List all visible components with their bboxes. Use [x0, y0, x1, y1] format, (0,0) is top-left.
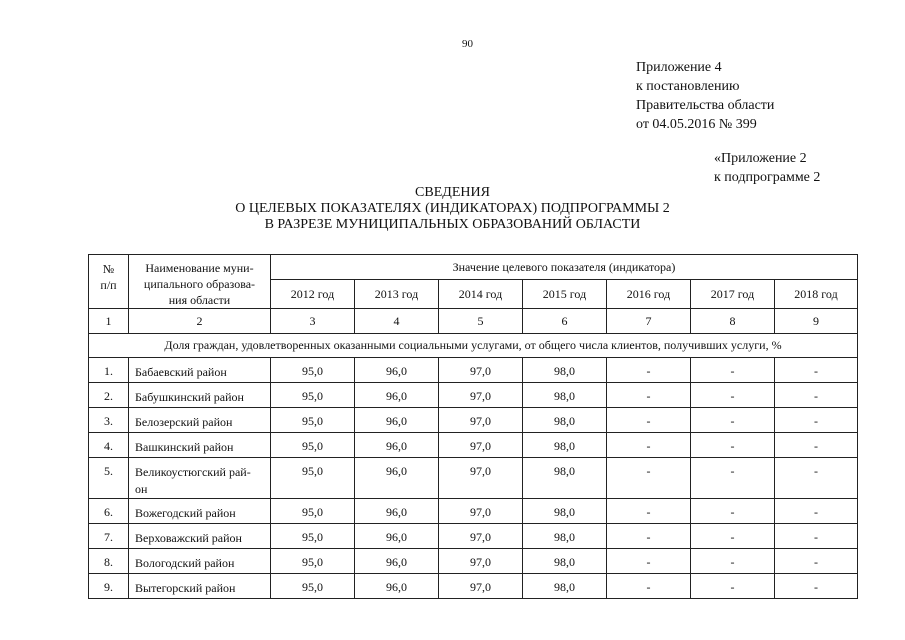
column-numbers-row	[89, 309, 858, 334]
indicator-value: 97,0	[439, 458, 523, 499]
column-number: 7	[607, 309, 691, 334]
indicator-value: -	[775, 524, 858, 549]
indicator-value: 95,0	[271, 574, 355, 599]
year-header: 2013 год	[355, 280, 439, 309]
column-number: 8	[691, 309, 775, 334]
indicator-value: -	[691, 383, 775, 408]
indicator-value: -	[607, 549, 691, 574]
district-name: Вашкинский район	[129, 433, 271, 458]
appendix2-line: к подпрограмме 2	[714, 170, 821, 185]
indicator-value: 96,0	[355, 408, 439, 433]
indicator-value: -	[607, 524, 691, 549]
indicator-value: 95,0	[271, 433, 355, 458]
indicator-value: 95,0	[271, 383, 355, 408]
indicator-value: 97,0	[439, 574, 523, 599]
indicator-value: -	[775, 574, 858, 599]
appendix2-line: «Приложение 2	[714, 151, 807, 166]
document-title	[0, 185, 905, 233]
indicator-value: -	[775, 358, 858, 383]
table-row	[89, 358, 858, 383]
row-number: 2.	[89, 383, 129, 408]
title-line: О ЦЕЛЕВЫХ ПОКАЗАТЕЛЯХ (ИНДИКАТОРАХ) ПОДПРОГРАММЫ 2	[235, 201, 670, 216]
indicator-value: -	[691, 358, 775, 383]
row-number: 1.	[89, 358, 129, 383]
header-row	[89, 255, 858, 280]
indicator-value: -	[607, 574, 691, 599]
indicator-value: 96,0	[355, 458, 439, 499]
indicator-value: 96,0	[355, 358, 439, 383]
title-line: СВЕДЕНИЯ	[415, 185, 490, 200]
row-number: 8.	[89, 549, 129, 574]
district-name: Верховажский район	[129, 524, 271, 549]
indicator-value: -	[691, 499, 775, 524]
indicator-value: 95,0	[271, 408, 355, 433]
indicator-value: -	[775, 408, 858, 433]
district-name: Вытегорский район	[129, 574, 271, 599]
column-number: 4	[355, 309, 439, 334]
indicator-value: 98,0	[523, 574, 607, 599]
year-header: 2014 год	[439, 280, 523, 309]
indicator-value: -	[691, 433, 775, 458]
indicator-value: -	[607, 408, 691, 433]
indicator-value: 97,0	[439, 358, 523, 383]
indicator-value: 98,0	[523, 524, 607, 549]
row-number: 3.	[89, 408, 129, 433]
indicator-value: -	[691, 408, 775, 433]
col-no-header: № п/п	[89, 255, 129, 309]
table-row	[89, 574, 858, 599]
page-number: 90	[462, 38, 473, 50]
indicator-value: 95,0	[271, 458, 355, 499]
indicator-value: 96,0	[355, 433, 439, 458]
indicator-value: 95,0	[271, 549, 355, 574]
indicator-value: -	[691, 549, 775, 574]
year-header: 2018 год	[775, 280, 858, 309]
year-header: 2012 год	[271, 280, 355, 309]
section-row	[89, 334, 858, 358]
section-title: Доля граждан, удовлетворенных оказанными социальными услугами, от общего числа клиентов, получивших услуги, %	[89, 334, 858, 358]
indicator-value: -	[607, 383, 691, 408]
table-row	[89, 383, 858, 408]
indicator-value: 98,0	[523, 499, 607, 524]
column-number: 1	[89, 309, 129, 334]
row-number: 5.	[89, 458, 129, 499]
indicator-value: 98,0	[523, 408, 607, 433]
district-name: Вожегодский район	[129, 499, 271, 524]
district-name: Белозерский район	[129, 408, 271, 433]
indicator-value: 98,0	[523, 383, 607, 408]
row-number: 6.	[89, 499, 129, 524]
appendix-line: к постановлению	[636, 79, 740, 94]
indicators-table	[88, 254, 858, 599]
indicator-value: -	[775, 383, 858, 408]
indicator-value: 96,0	[355, 549, 439, 574]
district-name: Великоустюгский рай- он	[129, 458, 271, 499]
indicator-value: 97,0	[439, 383, 523, 408]
row-number: 4.	[89, 433, 129, 458]
appendix2-block	[714, 149, 820, 187]
indicator-value: 97,0	[439, 549, 523, 574]
district-name: Бабаевский район	[129, 358, 271, 383]
indicator-value: -	[775, 499, 858, 524]
indicator-value: 98,0	[523, 549, 607, 574]
indicator-value: -	[691, 574, 775, 599]
year-header: 2016 год	[607, 280, 691, 309]
table-row	[89, 549, 858, 574]
indicator-value: 97,0	[439, 499, 523, 524]
table-row	[89, 433, 858, 458]
column-number: 6	[523, 309, 607, 334]
indicator-value: 98,0	[523, 433, 607, 458]
indicator-value: 96,0	[355, 383, 439, 408]
indicator-value: 97,0	[439, 524, 523, 549]
district-name: Бабушкинский район	[129, 383, 271, 408]
appendix-block	[636, 58, 774, 134]
indicator-value: -	[607, 458, 691, 499]
indicator-value: 95,0	[271, 358, 355, 383]
appendix-line: Правительства области	[636, 98, 775, 113]
indicator-value: 95,0	[271, 524, 355, 549]
indicator-value: -	[607, 433, 691, 458]
indicator-value: -	[607, 358, 691, 383]
appendix-line: Приложение 4	[636, 60, 722, 75]
column-number: 3	[271, 309, 355, 334]
indicator-value: 96,0	[355, 524, 439, 549]
district-name: Вологодский район	[129, 549, 271, 574]
indicator-value: -	[691, 524, 775, 549]
indicator-value: -	[775, 458, 858, 499]
indicator-value: 97,0	[439, 408, 523, 433]
title-line: В РАЗРЕЗЕ МУНИЦИПАЛЬНЫХ ОБРАЗОВАНИЙ ОБЛАСТИ	[264, 217, 641, 232]
table-row	[89, 458, 858, 499]
indicator-value: 95,0	[271, 499, 355, 524]
row-number: 9.	[89, 574, 129, 599]
indicator-value: -	[775, 433, 858, 458]
indicator-value: 98,0	[523, 458, 607, 499]
indicator-value: -	[691, 458, 775, 499]
indicator-value: -	[775, 549, 858, 574]
indicator-value: 97,0	[439, 433, 523, 458]
appendix-line: от 04.05.2016 № 399	[636, 117, 757, 132]
table-row	[89, 408, 858, 433]
year-header: 2015 год	[523, 280, 607, 309]
column-number: 5	[439, 309, 523, 334]
year-header: 2017 год	[691, 280, 775, 309]
indicator-value: 96,0	[355, 499, 439, 524]
indicator-value: 98,0	[523, 358, 607, 383]
column-number: 2	[129, 309, 271, 334]
indicator-value: -	[607, 499, 691, 524]
row-number: 7.	[89, 524, 129, 549]
col-value-group-header: Значение целевого показателя (индикатора)	[271, 255, 858, 280]
indicator-value: 96,0	[355, 574, 439, 599]
table-row	[89, 524, 858, 549]
column-number: 9	[775, 309, 858, 334]
table-row	[89, 499, 858, 524]
col-name-header: Наименование муни- ципального образова- ния области	[129, 255, 271, 309]
